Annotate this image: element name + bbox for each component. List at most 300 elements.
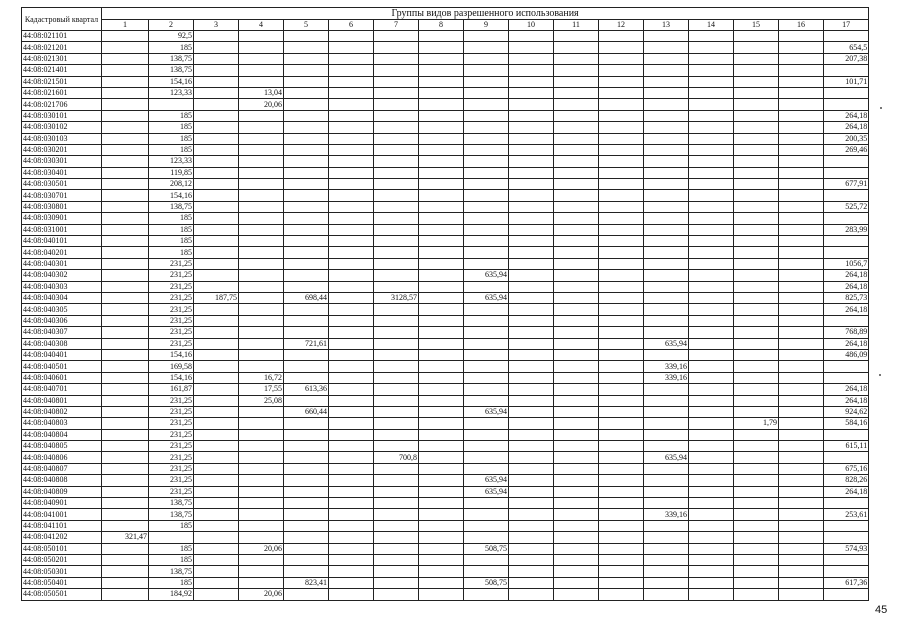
cadastral-quarter-cell: 44:08:041202: [22, 532, 102, 543]
value-cell: [239, 190, 284, 201]
value-cell: [599, 156, 644, 167]
value-cell: [329, 247, 374, 258]
value-cell: [824, 361, 869, 372]
table-row: [22, 201, 869, 212]
value-cell: [644, 589, 689, 600]
table-row: [22, 486, 869, 497]
value-cell: [464, 361, 509, 372]
value-cell: [102, 53, 149, 64]
value-cell: [509, 543, 554, 554]
value-cell: [329, 213, 374, 224]
value-cell: [194, 577, 239, 588]
value-cell: [554, 532, 599, 543]
value-cell: [689, 304, 734, 315]
value-cell: [374, 53, 419, 64]
table-body: [22, 31, 869, 601]
table-header: [22, 8, 869, 31]
value-cell: [419, 65, 464, 76]
value-cell: [329, 144, 374, 155]
value-cell: 525,72: [824, 201, 869, 212]
value-cell: [464, 65, 509, 76]
value-cell: [689, 498, 734, 509]
value-cell: [329, 577, 374, 588]
value-cell: [509, 213, 554, 224]
value-cell: [284, 122, 329, 133]
land-use-table: [21, 7, 869, 601]
value-cell: [509, 554, 554, 565]
value-cell: 20,06: [239, 589, 284, 600]
value-cell: [464, 395, 509, 406]
value-cell: [102, 31, 149, 42]
cadastral-quarter-cell: 44:08:030501: [22, 179, 102, 190]
value-cell: [102, 566, 149, 577]
value-cell: [779, 554, 824, 565]
value-cell: [644, 577, 689, 588]
column-number: 8: [419, 20, 464, 31]
value-cell: [102, 110, 149, 121]
value-cell: [779, 577, 824, 588]
value-cell: [464, 566, 509, 577]
value-cell: [509, 270, 554, 281]
value-cell: [509, 42, 554, 53]
value-cell: [102, 577, 149, 588]
value-cell: 823,41: [284, 577, 329, 588]
value-cell: [239, 270, 284, 281]
value-cell: [599, 327, 644, 338]
value-cell: [554, 406, 599, 417]
value-cell: [554, 87, 599, 98]
value-cell: 339,16: [644, 509, 689, 520]
value-cell: [779, 292, 824, 303]
value-cell: [329, 110, 374, 121]
value-cell: [329, 42, 374, 53]
value-cell: [509, 418, 554, 429]
value-cell: [194, 213, 239, 224]
value-cell: [689, 486, 734, 497]
value-cell: [599, 144, 644, 155]
value-cell: [554, 395, 599, 406]
value-cell: 1,79: [734, 418, 779, 429]
value-cell: [689, 201, 734, 212]
value-cell: [194, 110, 239, 121]
value-cell: [419, 236, 464, 247]
value-cell: 321,47: [102, 532, 149, 543]
column-number: 14: [689, 20, 734, 31]
value-cell: [689, 384, 734, 395]
value-cell: [284, 53, 329, 64]
groups-title-header: Группы видов разрешенного использования: [102, 8, 869, 20]
value-cell: [599, 441, 644, 452]
value-cell: [329, 338, 374, 349]
value-cell: [284, 31, 329, 42]
value-cell: [284, 372, 329, 383]
value-cell: [374, 509, 419, 520]
value-cell: [554, 247, 599, 258]
value-cell: [689, 532, 734, 543]
value-cell: [102, 498, 149, 509]
table-row: [22, 144, 869, 155]
value-cell: [464, 338, 509, 349]
value-cell: [464, 520, 509, 531]
value-cell: [779, 201, 824, 212]
value-cell: [734, 361, 779, 372]
value-cell: [329, 554, 374, 565]
value-cell: 264,18: [824, 338, 869, 349]
value-cell: [102, 304, 149, 315]
value-cell: [734, 76, 779, 87]
value-cell: [419, 315, 464, 326]
value-cell: 700,8: [374, 452, 419, 463]
value-cell: [419, 247, 464, 258]
value-cell: 231,25: [149, 270, 194, 281]
value-cell: [554, 258, 599, 269]
value-cell: [734, 190, 779, 201]
value-cell: [374, 498, 419, 509]
cadastral-quarter-cell: 44:08:030701: [22, 190, 102, 201]
cadastral-quarter-cell: 44:08:030103: [22, 133, 102, 144]
value-cell: [509, 361, 554, 372]
value-cell: 635,94: [464, 475, 509, 486]
value-cell: [374, 327, 419, 338]
value-cell: [464, 76, 509, 87]
value-cell: [554, 224, 599, 235]
value-cell: [644, 122, 689, 133]
value-cell: [194, 87, 239, 98]
value-cell: [102, 509, 149, 520]
value-cell: [599, 543, 644, 554]
cadastral-quarter-cell: 44:08:040809: [22, 486, 102, 497]
table-row: [22, 395, 869, 406]
value-cell: 185: [149, 247, 194, 258]
value-cell: [689, 247, 734, 258]
value-cell: [284, 429, 329, 440]
value-cell: [824, 167, 869, 178]
value-cell: [194, 554, 239, 565]
value-cell: 231,25: [149, 475, 194, 486]
value-cell: [284, 589, 329, 600]
value-cell: [779, 520, 824, 531]
value-cell: [779, 76, 824, 87]
value-cell: [509, 292, 554, 303]
scan-mark: [879, 374, 881, 376]
value-cell: [239, 486, 284, 497]
value-cell: [599, 418, 644, 429]
value-cell: 231,25: [149, 486, 194, 497]
value-cell: [824, 554, 869, 565]
value-cell: [419, 372, 464, 383]
value-cell: [239, 338, 284, 349]
value-cell: 584,16: [824, 418, 869, 429]
table-row: [22, 566, 869, 577]
value-cell: 231,25: [149, 327, 194, 338]
value-cell: [644, 429, 689, 440]
cadastral-quarter-cell: 44:08:040804: [22, 429, 102, 440]
value-cell: [374, 395, 419, 406]
value-cell: [599, 133, 644, 144]
value-cell: [329, 418, 374, 429]
value-cell: [419, 270, 464, 281]
value-cell: [824, 213, 869, 224]
value-cell: 185: [149, 520, 194, 531]
table-row: [22, 361, 869, 372]
value-cell: [689, 372, 734, 383]
value-cell: [554, 441, 599, 452]
value-cell: [194, 349, 239, 360]
value-cell: [599, 566, 644, 577]
table-row: [22, 315, 869, 326]
value-cell: [194, 167, 239, 178]
value-cell: [599, 65, 644, 76]
value-cell: [194, 179, 239, 190]
value-cell: [689, 327, 734, 338]
value-cell: [509, 429, 554, 440]
value-cell: 264,18: [824, 270, 869, 281]
value-cell: [599, 201, 644, 212]
value-cell: [102, 441, 149, 452]
value-cell: [329, 156, 374, 167]
value-cell: [554, 190, 599, 201]
value-cell: [284, 349, 329, 360]
value-cell: [824, 520, 869, 531]
value-cell: [419, 76, 464, 87]
value-cell: [464, 418, 509, 429]
value-cell: [374, 76, 419, 87]
value-cell: [689, 224, 734, 235]
value-cell: [599, 475, 644, 486]
value-cell: 185: [149, 554, 194, 565]
value-cell: [644, 42, 689, 53]
column-number: 3: [194, 20, 239, 31]
value-cell: [554, 65, 599, 76]
value-cell: [734, 463, 779, 474]
value-cell: [554, 42, 599, 53]
value-cell: [689, 418, 734, 429]
value-cell: [194, 520, 239, 531]
value-cell: [194, 144, 239, 155]
value-cell: [734, 281, 779, 292]
value-cell: [194, 441, 239, 452]
value-cell: [374, 520, 419, 531]
value-cell: 635,94: [464, 406, 509, 417]
value-cell: [329, 236, 374, 247]
value-cell: [824, 566, 869, 577]
column-number: 4: [239, 20, 284, 31]
value-cell: [599, 281, 644, 292]
value-cell: [689, 236, 734, 247]
value-cell: 615,11: [824, 441, 869, 452]
value-cell: [239, 31, 284, 42]
cadastral-quarter-cell: 44:08:040305: [22, 304, 102, 315]
table-row: [22, 452, 869, 463]
value-cell: [554, 31, 599, 42]
value-cell: [824, 315, 869, 326]
value-cell: 123,33: [149, 87, 194, 98]
value-cell: [509, 441, 554, 452]
value-cell: [284, 532, 329, 543]
value-cell: [734, 543, 779, 554]
value-cell: [284, 65, 329, 76]
value-cell: [194, 372, 239, 383]
value-cell: [102, 76, 149, 87]
value-cell: [509, 31, 554, 42]
value-cell: [824, 156, 869, 167]
value-cell: [194, 566, 239, 577]
value-cell: [102, 167, 149, 178]
value-cell: [194, 270, 239, 281]
value-cell: [644, 327, 689, 338]
value-cell: [419, 554, 464, 565]
value-cell: [554, 589, 599, 600]
value-cell: [194, 475, 239, 486]
value-cell: [374, 361, 419, 372]
value-cell: [689, 87, 734, 98]
value-cell: [419, 532, 464, 543]
value-cell: [509, 498, 554, 509]
table-row: [22, 349, 869, 360]
value-cell: [239, 349, 284, 360]
value-cell: [284, 498, 329, 509]
value-cell: [554, 498, 599, 509]
value-cell: 613,36: [284, 384, 329, 395]
value-cell: [284, 213, 329, 224]
value-cell: [374, 532, 419, 543]
value-cell: [644, 281, 689, 292]
value-cell: [689, 99, 734, 110]
value-cell: [824, 429, 869, 440]
value-cell: [644, 65, 689, 76]
value-cell: [779, 99, 824, 110]
value-cell: [689, 258, 734, 269]
cadastral-quarter-cell: 44:08:040807: [22, 463, 102, 474]
value-cell: [329, 258, 374, 269]
value-cell: [779, 247, 824, 258]
value-cell: [374, 338, 419, 349]
value-cell: 231,25: [149, 418, 194, 429]
value-cell: [329, 509, 374, 520]
table-row: [22, 65, 869, 76]
value-cell: 184,92: [149, 589, 194, 600]
value-cell: [509, 475, 554, 486]
value-cell: [644, 110, 689, 121]
value-cell: [464, 224, 509, 235]
value-cell: [374, 315, 419, 326]
value-cell: [194, 65, 239, 76]
value-cell: 16,72: [239, 372, 284, 383]
value-cell: [599, 520, 644, 531]
value-cell: [102, 543, 149, 554]
value-cell: [599, 31, 644, 42]
value-cell: [554, 349, 599, 360]
cadastral-quarter-cell: 44:08:040201: [22, 247, 102, 258]
value-cell: 161,87: [149, 384, 194, 395]
table-row: [22, 224, 869, 235]
table-row: [22, 498, 869, 509]
value-cell: [509, 190, 554, 201]
value-cell: [509, 395, 554, 406]
value-cell: [599, 292, 644, 303]
value-cell: [284, 486, 329, 497]
value-cell: [644, 543, 689, 554]
value-cell: [102, 201, 149, 212]
table-row: [22, 463, 869, 474]
value-cell: [374, 99, 419, 110]
value-cell: [509, 258, 554, 269]
value-cell: [374, 270, 419, 281]
value-cell: [779, 532, 824, 543]
value-cell: [419, 156, 464, 167]
value-cell: [419, 327, 464, 338]
value-cell: [734, 156, 779, 167]
value-cell: 660,44: [284, 406, 329, 417]
value-cell: 231,25: [149, 304, 194, 315]
cadastral-quarter-cell: 44:08:040806: [22, 452, 102, 463]
cadastral-quarter-cell: 44:08:021501: [22, 76, 102, 87]
value-cell: [239, 452, 284, 463]
value-cell: [689, 475, 734, 486]
value-cell: [599, 224, 644, 235]
value-cell: 185: [149, 224, 194, 235]
value-cell: [374, 543, 419, 554]
value-cell: [599, 304, 644, 315]
value-cell: [464, 179, 509, 190]
table-row: [22, 179, 869, 190]
value-cell: [374, 213, 419, 224]
value-cell: [194, 156, 239, 167]
value-cell: [644, 99, 689, 110]
value-cell: 698,44: [284, 292, 329, 303]
value-cell: [689, 65, 734, 76]
table-row: [22, 543, 869, 554]
value-cell: [689, 179, 734, 190]
value-cell: [464, 315, 509, 326]
value-cell: [734, 53, 779, 64]
value-cell: [689, 31, 734, 42]
value-cell: [734, 99, 779, 110]
value-cell: 675,16: [824, 463, 869, 474]
value-cell: [329, 486, 374, 497]
value-cell: [464, 87, 509, 98]
value-cell: 169,58: [149, 361, 194, 372]
value-cell: [329, 224, 374, 235]
value-cell: [734, 384, 779, 395]
cadastral-quarter-cell: 44:08:040304: [22, 292, 102, 303]
value-cell: [329, 384, 374, 395]
value-cell: [779, 53, 824, 64]
value-cell: [464, 133, 509, 144]
column-number: 2: [149, 20, 194, 31]
value-cell: [779, 589, 824, 600]
value-cell: [554, 577, 599, 588]
value-cell: 1056,7: [824, 258, 869, 269]
value-cell: [779, 349, 824, 360]
value-cell: [419, 418, 464, 429]
document-sheet: [21, 7, 869, 601]
value-cell: [689, 110, 734, 121]
value-cell: [374, 122, 419, 133]
column-number: 16: [779, 20, 824, 31]
value-cell: [102, 315, 149, 326]
value-cell: 20,06: [239, 99, 284, 110]
table-row: [22, 418, 869, 429]
value-cell: [734, 429, 779, 440]
value-cell: [734, 122, 779, 133]
value-cell: 635,94: [644, 338, 689, 349]
value-cell: [329, 463, 374, 474]
value-cell: [644, 167, 689, 178]
table-row: [22, 236, 869, 247]
value-cell: [644, 53, 689, 64]
value-cell: [374, 179, 419, 190]
